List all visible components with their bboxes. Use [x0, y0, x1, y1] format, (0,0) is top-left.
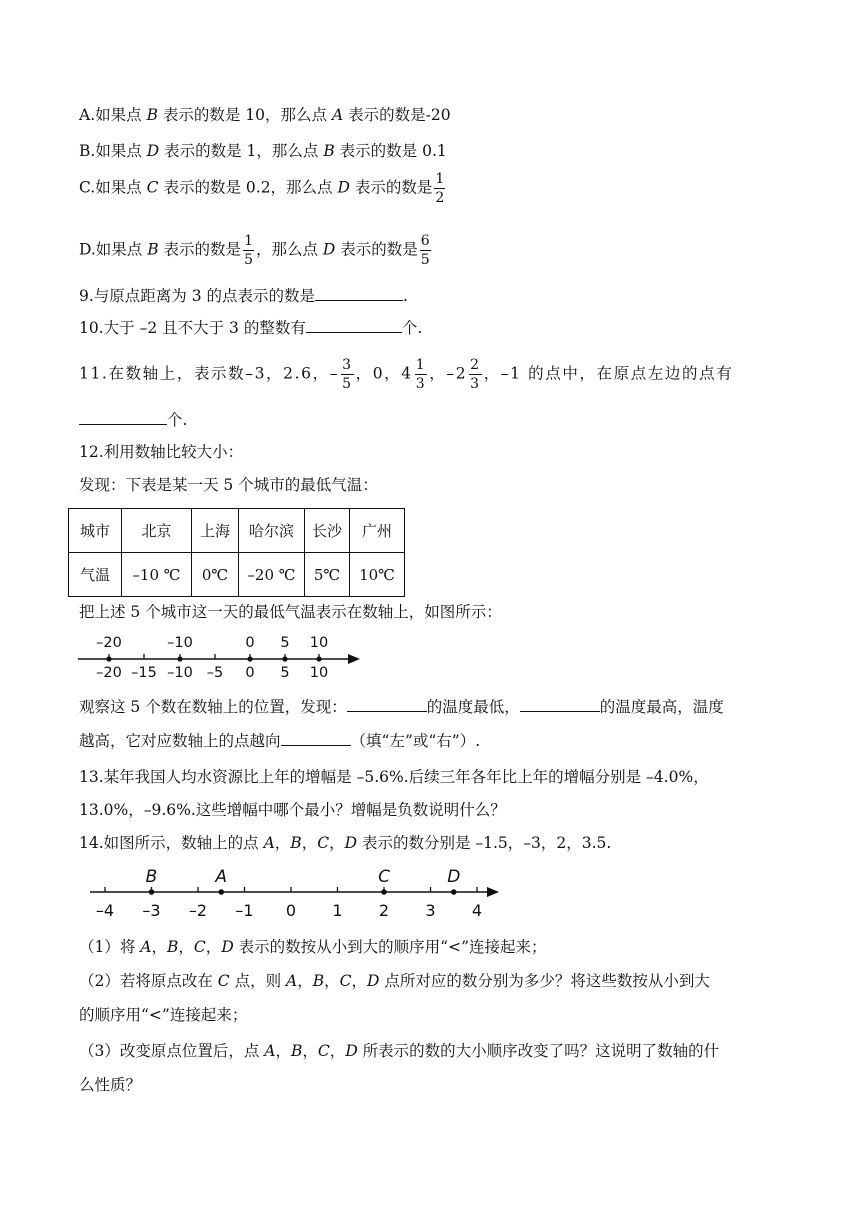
table-cell: 长沙 — [305, 509, 350, 553]
question-text: 点，则 — [229, 972, 287, 990]
fraction — [415, 358, 428, 391]
point-label: B — [147, 240, 159, 259]
denominator: 5 — [244, 252, 253, 268]
q8-option-a — [79, 104, 451, 126]
question-text: 所表示的数的大小顺序改变了吗？这说明了数轴的什 — [357, 1042, 720, 1060]
question-text: （1）将 — [79, 938, 141, 956]
point-label: C — [317, 834, 330, 852]
answer-blank[interactable] — [520, 696, 600, 712]
tick-label: 10 — [309, 665, 329, 681]
q14-part3-line2: 么性质？ — [79, 1076, 142, 1094]
points-number-line — [85, 866, 510, 922]
option-text: D.如果点 — [79, 240, 148, 259]
option-text: C.如果点 — [79, 178, 147, 197]
point-label: D — [367, 972, 380, 990]
fraction — [420, 234, 431, 267]
option-text: 表示的数是 1，那么点 — [159, 142, 324, 160]
numerator: 1 — [415, 357, 427, 373]
question-text: 9.与原点距离为 3 的点表示的数是 — [79, 287, 316, 305]
table-cell: –20 ℃ — [239, 553, 305, 597]
denominator: 2 — [435, 190, 445, 206]
question-text: 表示的数分别是 –1.5，–3，2，3.5. — [357, 834, 612, 852]
temperature-point — [282, 656, 287, 661]
tick-label: –1 — [235, 901, 254, 920]
axis-arrow — [487, 887, 499, 897]
q12-after-table: 把上述 5 个城市这一天的最低气温表示在数轴上，如图所示： — [79, 603, 502, 621]
question-text: 个. — [167, 411, 188, 429]
denominator: 3 — [415, 376, 427, 392]
point-label: C — [193, 938, 206, 956]
point-label: B — [146, 106, 158, 124]
temperature-table — [68, 508, 405, 597]
table-cell: 0℃ — [192, 553, 239, 597]
numerator: 1 — [244, 233, 253, 249]
point-value-label: 5 — [280, 635, 290, 651]
point-value-label: –20 — [96, 635, 122, 651]
question-text: 个. — [401, 319, 423, 337]
point-label: D — [221, 938, 234, 956]
fraction — [341, 358, 354, 391]
option-text: 表示的数是 10，那么点 — [157, 106, 332, 124]
whole-part: –2 — [446, 364, 468, 383]
whole-part: 4 — [401, 364, 413, 383]
point-label: C — [146, 178, 159, 197]
numerator: 6 — [420, 233, 430, 249]
question-text: （2）若将原点改在 — [79, 972, 218, 990]
tick-label: 2 — [378, 901, 390, 920]
q14-part3-line1: （3）改变原点位置后，点 A，B，C，D 所表示的数的大小顺序改变了吗？这说明了数轴的什 — [79, 1042, 720, 1060]
tick-label: –10 — [167, 665, 193, 681]
point-label: D — [146, 142, 160, 160]
option-text: 表示的数是-20 — [343, 106, 451, 124]
question-text: ， — [429, 364, 447, 383]
point-label: A — [140, 938, 152, 956]
point-label: B — [145, 867, 158, 887]
denominator: 5 — [342, 376, 353, 392]
point-label: C — [217, 972, 230, 990]
q12-intro: 发现：下表是某一天 5 个城市的最低气温： — [79, 476, 378, 494]
table-row — [69, 553, 405, 597]
question-text: （3）改变原点位置后，点 — [79, 1042, 265, 1060]
question-text: 的温度最低， — [426, 698, 520, 716]
q13-line2: 13.0%，–9.6%.这些增幅中哪个最小？增幅是负数说明什么？ — [79, 801, 506, 819]
point-label: D — [345, 1042, 358, 1060]
option-text: ，那么点 — [255, 240, 323, 259]
question-11-line2 — [79, 409, 187, 431]
point-label: C — [317, 1042, 330, 1060]
point-value-label: 0 — [245, 635, 255, 651]
point-label: D — [344, 834, 358, 852]
point-label: D — [447, 867, 461, 887]
point-label: C — [378, 867, 390, 887]
question-10 — [79, 317, 422, 339]
tick-label: –20 — [96, 665, 122, 681]
point-value-label: 10 — [309, 635, 329, 651]
q14-line1: 14.如图所示，数轴上的点 A，B，C，D 表示的数分别是 –1.5，–3，2，3.5. — [79, 834, 612, 852]
fraction — [434, 172, 445, 205]
q12-observation-line2 — [79, 730, 480, 752]
q14-part2-line2: 的顺序用“<”连接起来； — [79, 1006, 248, 1024]
q13-line1: 13.某年我国人均水资源比上年的增幅是 –5.6%.后续三年各年比上年的增幅分别是 –4.0%， — [79, 768, 709, 786]
tick-label: 4 — [471, 901, 483, 920]
question-text: （填“左”或“右”）. — [350, 732, 481, 750]
point-marker — [451, 889, 457, 895]
table-cell: 上海 — [192, 509, 239, 553]
option-text: A.如果点 — [79, 106, 147, 124]
table-cell: –10 ℃ — [122, 553, 192, 597]
q14-part2-line1: （2）若将原点改在 C 点，则 A，B，C，D 点所对应的数分别为多少？将这些数按从小到大 — [79, 972, 710, 990]
tick-label: –3 — [142, 901, 161, 920]
fraction — [243, 234, 254, 267]
answer-blank[interactable] — [306, 317, 402, 333]
q8-option-c — [79, 172, 447, 205]
q14-part1: （1）将 A，B，C，D 表示的数按从小到大的顺序用“<”连接起来； — [79, 938, 547, 956]
question-text: 14.如图所示，数轴上的点 — [79, 834, 264, 852]
point-label: D — [337, 178, 350, 197]
option-text: 表示的数是 — [158, 240, 242, 259]
temperature-number-line — [70, 628, 370, 684]
q12-observation-line1 — [79, 696, 724, 718]
temperature-point — [106, 656, 111, 661]
point-label: C — [339, 972, 352, 990]
fraction — [469, 358, 482, 391]
q8-option-d — [79, 234, 433, 267]
table-cell: 广州 — [350, 509, 405, 553]
table-cell: 气温 — [69, 553, 122, 597]
answer-blank[interactable] — [315, 285, 403, 301]
tick-label: 0 — [285, 901, 297, 920]
table-cell: 哈尔滨 — [239, 509, 305, 553]
question-text: 11.在数轴上，表示数–3，2.6， — [79, 364, 330, 383]
denominator: 3 — [470, 376, 481, 392]
point-marker — [381, 889, 387, 895]
option-text: B.如果点 — [79, 142, 147, 160]
denominator: 5 — [420, 252, 430, 268]
point-label: B — [167, 938, 179, 956]
question-11-line1 — [79, 358, 733, 391]
tick-label: 3 — [425, 901, 436, 920]
q12-title: 12.利用数轴比较大小： — [79, 443, 244, 461]
temperature-point — [247, 656, 252, 661]
point-marker — [149, 889, 155, 895]
point-marker — [218, 889, 224, 895]
tick-label: 5 — [280, 665, 290, 681]
question-text: ，0， — [355, 364, 402, 383]
table-cell: 5℃ — [305, 553, 350, 597]
question-text: 表示的数按从小到大的顺序用“<”连接起来； — [233, 938, 547, 956]
question-text: 的温度最高，温度 — [599, 698, 724, 716]
question-text: 10.大于 –2 且不大于 3 的整数有 — [79, 319, 306, 337]
table-cell: 北京 — [122, 509, 192, 553]
option-text: 表示的数是 0.1 — [334, 142, 447, 160]
numerator: 2 — [470, 357, 481, 373]
point-label: A — [286, 972, 298, 990]
temperature-point — [316, 656, 321, 661]
tick-label: 1 — [332, 901, 343, 920]
question-text: ，–1 的点中，在原点左边的点有 — [483, 364, 734, 383]
table-row — [69, 509, 405, 553]
point-label: B — [291, 1042, 303, 1060]
tick-label: 0 — [245, 665, 255, 681]
tick-label: –2 — [188, 901, 208, 920]
answer-blank[interactable] — [347, 696, 427, 712]
tick-label: –4 — [95, 901, 115, 920]
option-text: 表示的数是 — [349, 178, 433, 197]
numerator: 3 — [342, 357, 353, 373]
question-text: 点所对应的数分别为多少？将这些数按从小到大 — [379, 972, 710, 990]
point-label: D — [322, 240, 336, 259]
point-label: A — [264, 1042, 276, 1060]
tick-label: –15 — [131, 665, 157, 681]
numerator: 1 — [435, 171, 445, 187]
answer-blank[interactable] — [281, 730, 351, 746]
question-text: 越高，它对应数轴上的点越向 — [79, 732, 281, 750]
table-cell: 城市 — [69, 509, 122, 553]
point-label: A — [331, 106, 344, 124]
tick-label: –5 — [206, 665, 224, 681]
q8-option-b — [79, 140, 447, 162]
point-value-label: –10 — [167, 635, 193, 651]
point-label: B — [323, 142, 335, 160]
point-label: B — [290, 834, 302, 852]
table-cell: 10℃ — [350, 553, 405, 597]
point-label: B — [312, 972, 325, 990]
question-text: . — [403, 287, 408, 305]
minus-sign: – — [329, 364, 340, 383]
point-label: A — [215, 867, 228, 887]
question-9 — [79, 285, 408, 307]
option-text: 表示的数是 0.2，那么点 — [158, 178, 338, 197]
temperature-point — [177, 656, 182, 661]
answer-blank[interactable] — [79, 409, 167, 425]
axis-arrow — [348, 654, 360, 664]
option-text: 表示的数是 — [335, 240, 418, 259]
question-text: 观察这 5 个数在数轴上的位置，发现： — [79, 698, 347, 716]
point-label: A — [263, 834, 275, 852]
